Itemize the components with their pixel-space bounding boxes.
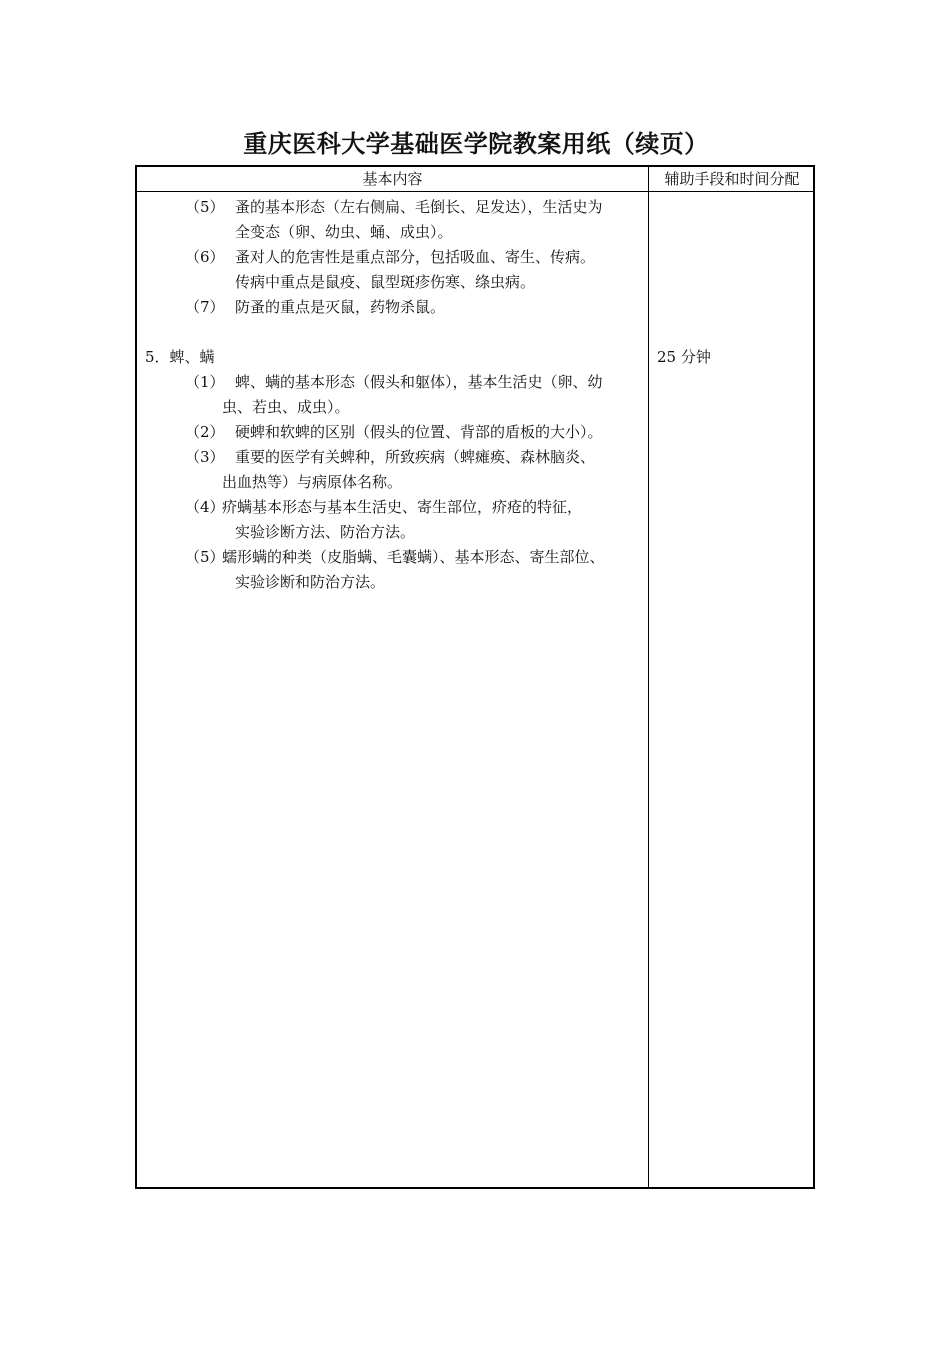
item-number: （2） (185, 423, 225, 441)
page-title: 重庆医科大学基础医学院教案用纸（续页） (243, 129, 709, 158)
header-divider (137, 191, 813, 192)
item-number: （5） (185, 198, 225, 216)
item-text-line: 实验诊断方法、防治方法。 (235, 523, 416, 541)
item-text-line: 蜱、螨的基本形态（假头和躯体），基本生活史（卵、幼 (235, 373, 603, 391)
time-allocation: 25 分钟 (657, 348, 711, 366)
item-text-line: 重要的医学有关蜱种，所致疾病（蜱瘫痪、森林脑炎、 (235, 448, 596, 466)
item-text-line: 全变态（卵、幼虫、蛹、成虫）。 (235, 223, 453, 241)
item-number: （6） (185, 248, 225, 266)
item-text-line: 防蚤的重点是灭鼠，药物杀鼠。 (235, 298, 446, 316)
item-text-line: 传病中重点是鼠疫、鼠型斑疹伤寒、绦虫病。 (235, 273, 536, 291)
item-text-line: 蚤的基本形态（左右侧扁、毛倒长、足发达），生活史为 (235, 198, 603, 216)
item-text-line: 虫、若虫、成虫）。 (222, 398, 350, 416)
item-text-line: 疥螨基本形态与基本生活史、寄生部位，疥疮的特征， (222, 498, 583, 516)
header-basic-content: 基本内容 (362, 170, 423, 188)
item-number: （4） (185, 498, 225, 516)
item-number: （3） (185, 448, 225, 466)
column-divider (648, 167, 649, 1187)
item-text-line: 蠕形螨的种类（皮脂螨、毛囊螨）、基本形态、寄生部位、 (222, 548, 605, 566)
item-text-line: 出血热等）与病原体名称。 (222, 473, 403, 491)
section-heading: 5．蜱、螨 (145, 348, 215, 366)
item-number: （7） (185, 298, 225, 316)
item-text-line: 硬蜱和软蜱的区别（假头的位置、背部的盾板的大小）。 (235, 423, 603, 441)
item-number: （5） (185, 548, 225, 566)
header-aux-time: 辅助手段和时间分配 (664, 170, 800, 188)
lesson-plan-table (135, 165, 815, 1189)
item-text-line: 实验诊断和防治方法。 (235, 573, 386, 591)
item-text-line: 蚤对人的危害性是重点部分，包括吸血、寄生、传病。 (235, 248, 596, 266)
item-number: （1） (185, 373, 225, 391)
